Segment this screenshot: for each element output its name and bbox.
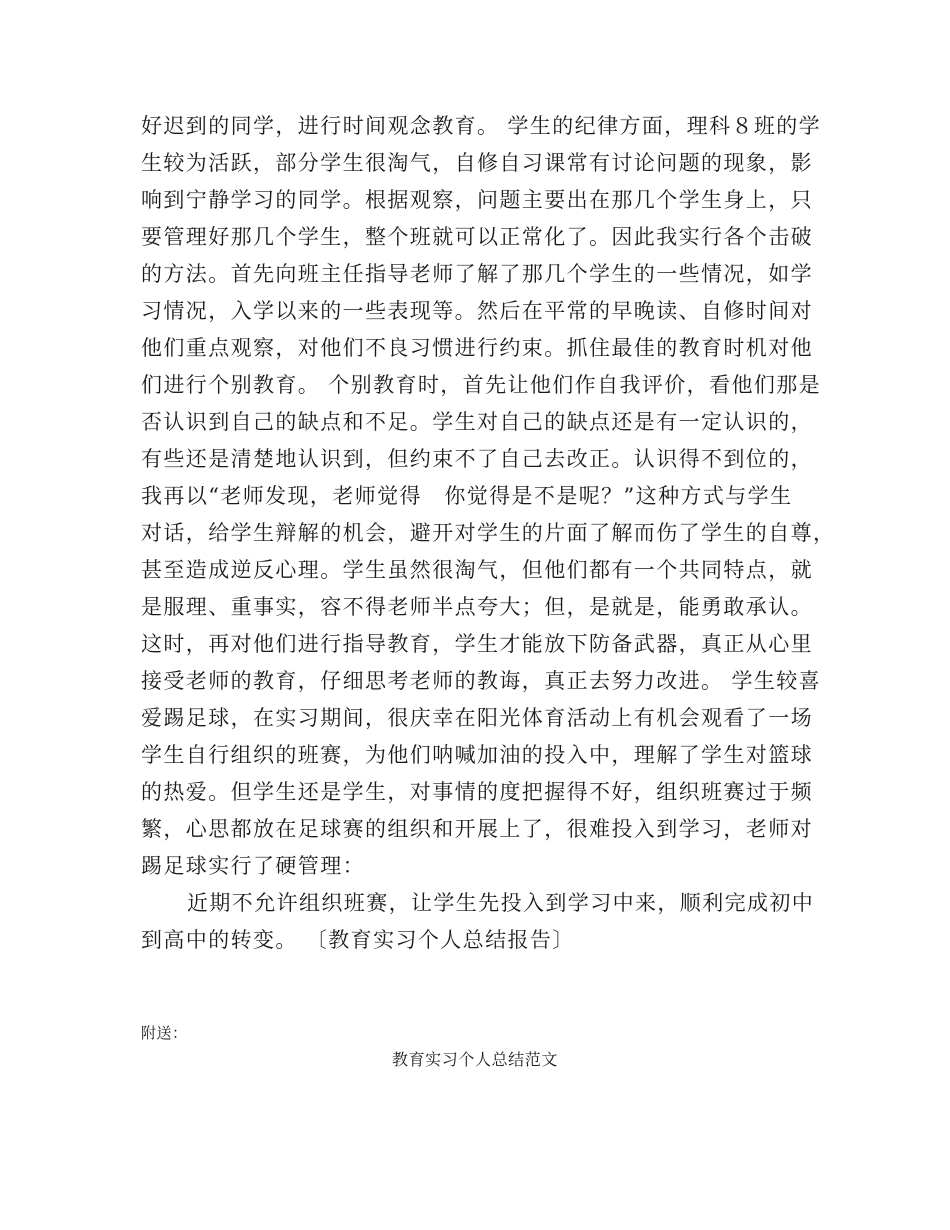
text-line: 否认识到自己的缺点和不足。学生对自己的缺点还是有一定认识的， [141, 410, 813, 434]
text-line: 我再以“老师发现，老师觉得 你觉得是不是呢？”这种方式与学生 [141, 484, 793, 508]
text-line: 响到宁静学习的同学。根据观察，问题主要出在那几个学生身上，只 [141, 188, 813, 212]
text-line: 到高中的转变。 〔教育实习个人总结报告〕 [141, 928, 575, 952]
text-line: 的热爱。但学生还是学生，对事情的度把握得不好，组织班赛过于频 [141, 780, 813, 804]
appendix-label: 附送： [141, 1024, 188, 1042]
text-line: 的方法。首先向班主任指导老师了解了那几个学生的一些情况，如学 [141, 262, 813, 286]
text-line: 这时，再对他们进行指导教育，学生才能放下防备武器，真正从心里 [141, 632, 813, 656]
text-line: 好迟到的同学，进行时间观念教育。 学生的纪律方面，理科８班的学 [141, 114, 822, 138]
text-line: 踢足球实行了硬管理： [141, 854, 365, 878]
paragraph-first-line: 近期不允许组织班赛，让学生先投入到学习中来，顺利完成初中 [187, 891, 815, 915]
text-line: 他们重点观察，对他们不良习惯进行约束。抓住最佳的教育时机对他 [141, 336, 813, 360]
text-line: 习情况，入学以来的一些表现等。然后在平常的早晚读、自修时间对 [141, 299, 813, 323]
text-line: 生较为活跃，部分学生很淘气，自修自习课常有讨论问题的现象，影 [141, 151, 813, 175]
text-line: 有些还是清楚地认识到，但约束不了自己去改正。认识得不到位的， [141, 447, 813, 471]
text-line: 爱踢足球，在实习期间，很庆幸在阳光体育活动上有机会观看了一场 [141, 706, 813, 730]
text-line: 学生自行组织的班赛，为他们呐喊加油的投入中，理解了学生对篮球 [141, 743, 813, 767]
text-line: 要管理好那几个学生，整个班就可以正常化了。因此我实行各个击破 [141, 225, 813, 249]
appendix-title: 教育实习个人总结范文 [391, 1050, 558, 1069]
body-text [141, 108, 836, 959]
text-line: 甚至造成逆反心理。学生虽然很淘气，但他们都有一个共同特点，就 [141, 558, 813, 582]
text-line: 接受老师的教育，仔细思考老师的教诲，真正去努力改进。 学生较喜 [141, 669, 822, 693]
text-line: 繁，心思都放在足球赛的组织和开展上了，很难投入到学习，老师对 [141, 817, 813, 841]
text-line: 对话，给学生辩解的机会，避开对学生的片面了解而伤了学生的自尊， [141, 521, 836, 545]
text-line: 们进行个别教育。 个别教育时，首先让他们作自我评价，看他们那是 [141, 373, 822, 397]
text-line: 是服理、重事实，容不得老师半点夸大；但，是就是，能勇敢承认。 [141, 595, 813, 619]
